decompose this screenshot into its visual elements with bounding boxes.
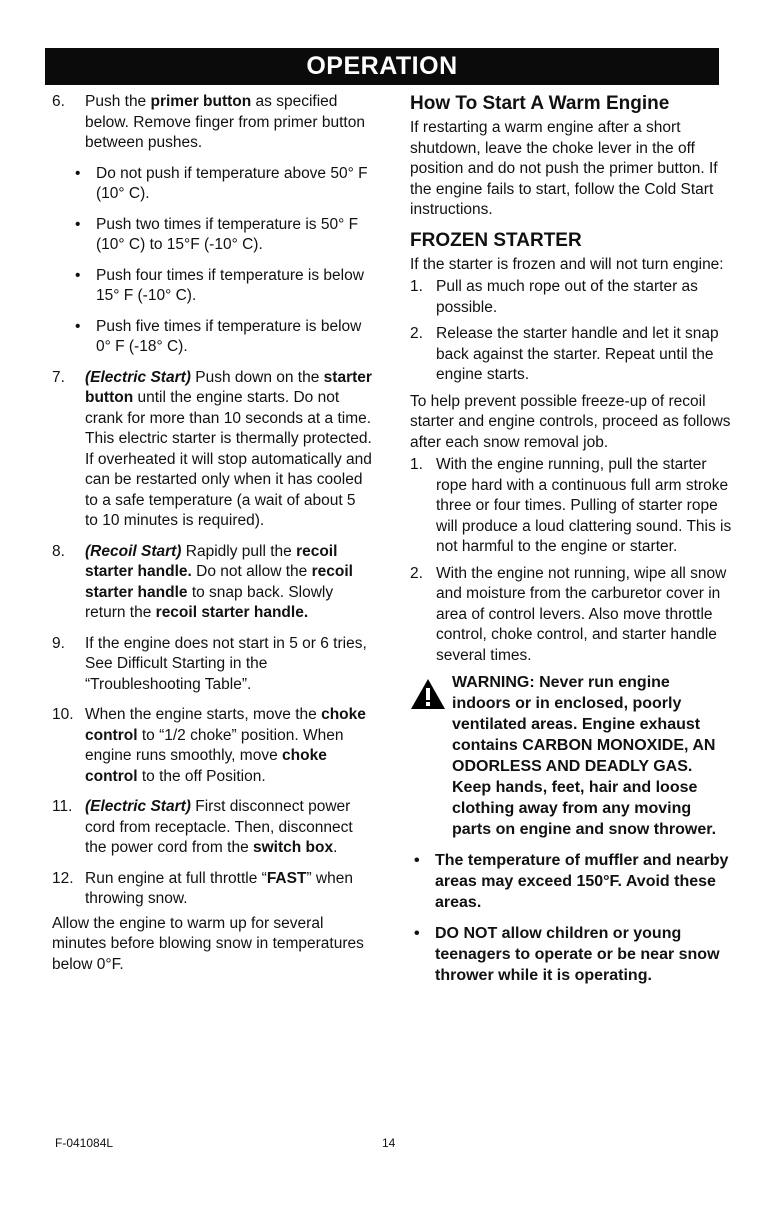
step-number: 6. [52, 93, 65, 110]
warm-engine-text: If restarting a warm engine after a short shutdown, leave the choke lever in the off position and do not push the primer button. If the engine fails to start, follow the Cold Start instructions. [410, 119, 718, 218]
step-12: 12. Run engine at full throttle “FAST” when throwing snow. [52, 869, 353, 907]
step-number: 11. [52, 798, 73, 815]
primer-bullet: • Push five times if temperature is below 0° F (-18° C). [75, 317, 362, 355]
prevent-step: 2. With the engine not running, wipe all snow and moisture from the carburetor cover in area of control levers. Also move throttle control, choke control, and starter handle several times. [410, 564, 727, 664]
primer-bullet: • Push two times if temperature is 50° F (10° C) to 15°F (-10° C). [75, 215, 359, 253]
frozen-step: 2. Release the starter handle and let it snap back against the starter. Repeat until the engine starts. [410, 325, 719, 383]
document-code: F-041084L [55, 1136, 114, 1150]
step-number: 7. [52, 368, 65, 386]
right-column [410, 92, 732, 986]
warning-text: WARNING: Never run engine indoors or in enclosed, poorly ventilated areas. Engine exhaust contains CARBON MONOXIDE, AN ODORLESS AND DEADLY GAS. Keep hands, feet, hair and loose clothing away from any moving parts on engine and snow thrower. [452, 674, 717, 838]
prevent-intro: To help prevent possible freeze-up of recoil starter and engine controls, proceed as follows after each snow removal job. [410, 392, 731, 451]
step-8: 8. (Recoil Start) Rapidly pull the recoil starter handle. Do not allow the recoil starter handle to snap back. Slowly return the recoil starter handle. [52, 542, 353, 621]
step-number: 8. [52, 542, 65, 560]
step-number: 10. [52, 706, 74, 723]
step-7: 7. (Electric Start) Push down on the starter button until the engine starts. Do not crank for more than 10 seconds at a time. This electric starter is thermally protected. If overheated it will stop automatically and can be restarted only when it has cooled to a safe temperature (a wait of about 5 to 10 minutes is required). [52, 368, 372, 529]
step-number: 12. [52, 869, 74, 887]
step-6: 6. Push the primer button as specified below. Remove finger from primer button between pushes. [52, 93, 365, 151]
warning-triangle-icon [410, 678, 446, 710]
warm-up-note: Allow the engine to warm up for several minutes before blowing snow in temperatures below 0°F. [52, 914, 364, 973]
prevent-step: 1. With the engine running, pull the starter rope hard with a continuous full arm stroke three or four times. Pulling of starter rope will produce a loud clattering sound. This is not harmful to the engine or starter. [410, 456, 732, 555]
warm-engine-heading: How To Start A Warm Engine [410, 93, 670, 114]
frozen-starter-heading: FROZEN STARTER [410, 229, 582, 251]
frozen-step: 1. Pull as much rope out of the starter as possible. [410, 278, 698, 316]
primer-bullet: • Do not push if temperature above 50° F (10° C). [75, 164, 368, 202]
primer-bullet: • Push four times if temperature is below 15° F (-10° C). [75, 266, 364, 304]
step-9: 9. If the engine does not start in 5 or 6 tries, See Difficult Starting in the “Troubleshooting Table”. [52, 634, 367, 693]
frozen-intro: If the starter is frozen and will not turn engine: [410, 255, 724, 273]
warning-bullet: • The temperature of muffler and nearby areas may exceed 150°F. Avoid these areas. [414, 852, 729, 911]
warning-block [410, 672, 732, 840]
page-number: 14 [382, 1136, 396, 1150]
left-column [52, 92, 372, 975]
step-number: 9. [52, 634, 65, 652]
step-11: 11. (Electric Start) First disconnect power cord from receptacle. Then, disconnect the power cord from the switch box. [52, 798, 353, 856]
warning-bullet: • DO NOT allow children or young teenagers to operate or be near snow thrower while it is operating. [414, 925, 720, 984]
step-10: 10. When the engine starts, move the choke control to “1/2 choke” position. When engine runs smoothly, move choke control to the off Position. [52, 706, 366, 785]
section-banner: OPERATION [45, 48, 719, 85]
